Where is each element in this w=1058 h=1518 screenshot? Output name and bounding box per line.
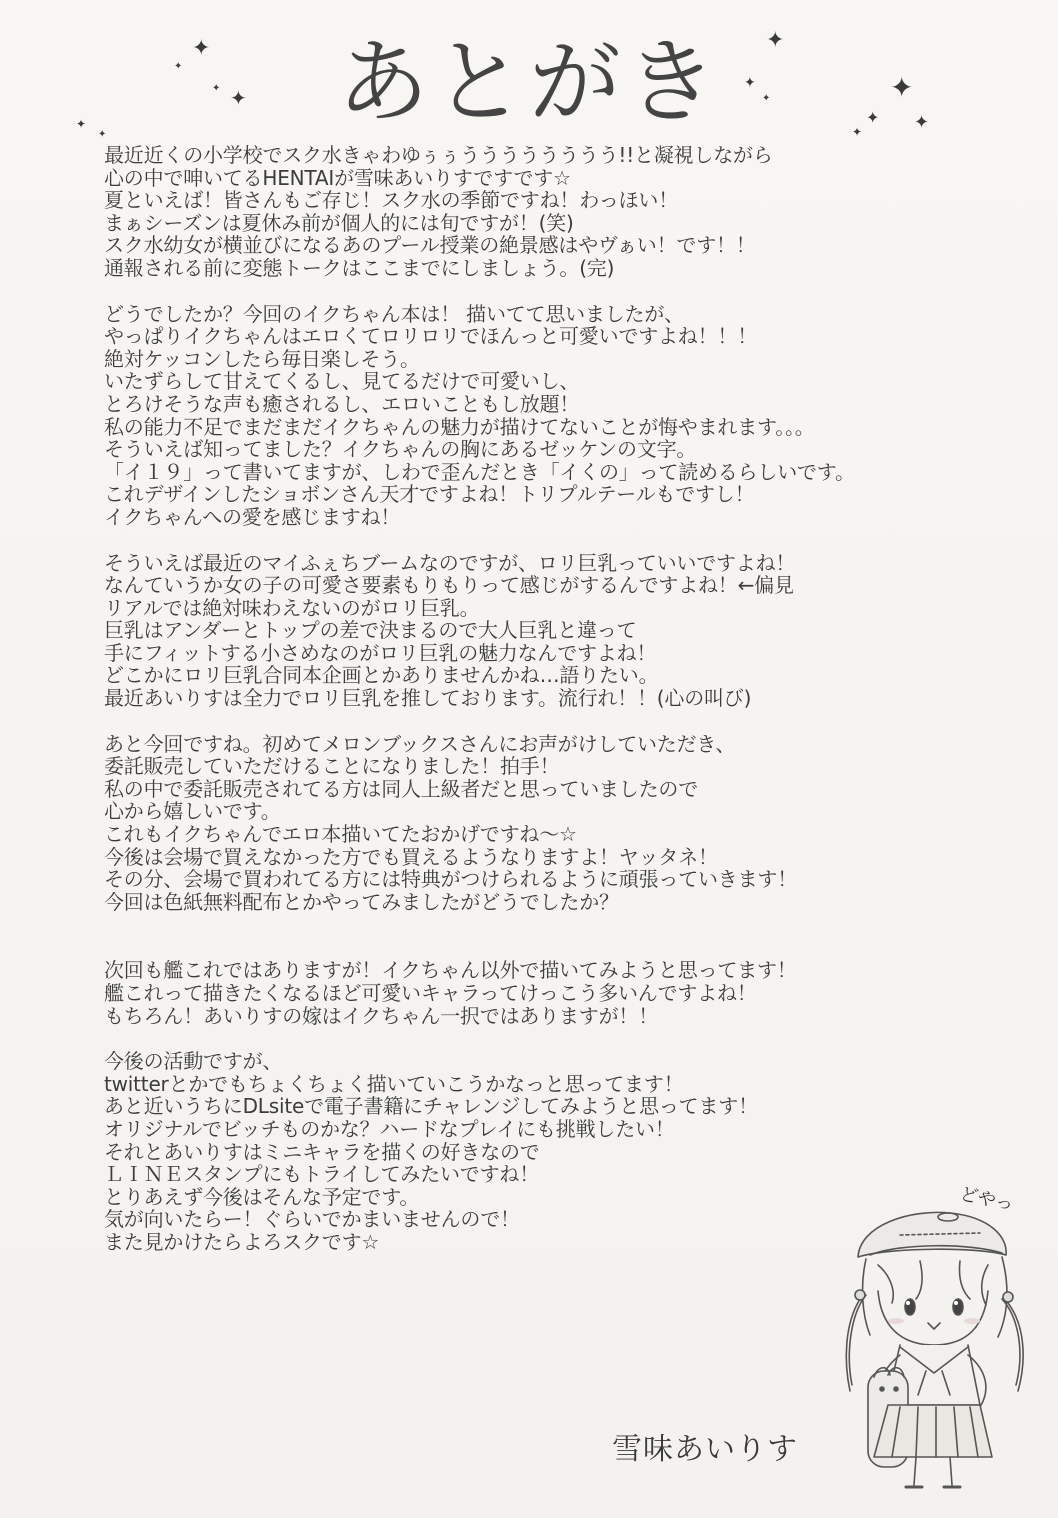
text-line: やっぱりイクちゃんはエロくてロリロリでほんっと可愛いですよね！！！ [104, 324, 757, 349]
text-line: そういえば知ってました？イクちゃんの胸にあるゼッケンの文字。 [104, 437, 697, 462]
text-line: 最近あいりすは全力でロリ巨乳を推しております。流行れ！！(心の叫び) [104, 686, 752, 711]
text-line: とりあえず今後はそんな予定です。 [104, 1184, 420, 1209]
text-line: 私の中で委託販売されてる方は同人上級者だと思っていましたので [104, 776, 698, 801]
sparkle-icon: ✦ [890, 71, 914, 104]
text-line: 最近近くの小学校でスク水きゃわゆぅぅうううううううう!!と凝視しながら [104, 143, 773, 167]
author-signature: 雪味あいりす [612, 1432, 798, 1467]
sparkle-icon: ✦ [174, 61, 183, 72]
text-line: 今回は色紙無料配布とかやってみましたがどうでしたか？ [104, 889, 619, 914]
text-line: 艦これって描きたくなるほど可愛いキャラってけっこう多いんですよね！ [104, 981, 757, 1005]
text-line: 次回も艦これではありますが！イクちゃん以外で描いてみようと思ってます！ [104, 958, 797, 983]
text-line: あと今回ですね。初めてメロンブックスさんにお声がけしていただき、 [104, 731, 736, 756]
text-line: また見かけたらよろスクです☆ [104, 1229, 380, 1254]
text-line: まぁシーズンは夏休み前が個人的には旬ですが！(笑) [104, 210, 574, 235]
text-line: そういえば最近のマイふぇちブームなのですが、ロリ巨乳っていいですよね！ [104, 550, 796, 575]
text-line: どうでしたか？今回のイクちゃん本は！ 描いてて思いましたが、 [104, 301, 684, 326]
text-line: オリジナルでビッチものかな？ハードなプレイにも挑戦したい！ [104, 1116, 675, 1141]
text-line: スク水幼女が横並びになるあのプール授業の絶景感はやヴぁい！です！！ [104, 233, 756, 258]
text-line: 今後は会場で買えなかった方でも買えるようなりますよ！ヤッタネ！ [104, 844, 718, 869]
text-line: 今後の活動ですが、 [104, 1049, 283, 1074]
sparkle-icon: ✦ [744, 75, 756, 91]
text-line: とろけそうな声も癒されるし、エロいこともし放題！ [104, 391, 580, 416]
text-line: twitterとかでもちょくちょく描いていこうかなっと思ってます！ [104, 1071, 684, 1096]
text-line: これもイクちゃんでエロ本描いてたおかげですね～☆ [104, 822, 577, 847]
sparkle-icon: ✦ [914, 112, 930, 133]
sparkle-icon: ✦ [230, 86, 247, 110]
sparkle-icon: ✦ [76, 117, 87, 131]
text-line: 夏といえば！皆さんもご存じ！スク水の季節ですね！わっほい！ [104, 188, 678, 213]
text-line: もちろん！あいりすの嫁はイクちゃん一択ではありますが！！ [104, 1003, 658, 1028]
sparkle-icon: ✦ [192, 36, 211, 61]
text-line: 巨乳はアンダーとトップの差で決まるので大人巨乳と違って [104, 618, 637, 643]
page-title: あとがき [336, 29, 721, 136]
text-line: どこかにロリ巨乳合同本企画とかありませんかね…語りたい。 [104, 663, 659, 688]
sparkle-icon: ✦ [866, 108, 880, 127]
afterword-body [104, 144, 984, 1254]
sparkle-icon: ✦ [766, 28, 785, 53]
text-line: 私の能力不足でまだまだイクちゃんの魅力が描けてないことが悔やまれます。。。 [104, 414, 815, 439]
text-line: これデザインしたショボンさん天才ですよね！トリプルテールもですし！ [104, 482, 755, 507]
sparkle-icon: ✦ [762, 93, 771, 104]
chibi-girl-illustration-icon [830, 1195, 1040, 1495]
text-line: イクちゃんへの愛を感じますね！ [104, 504, 401, 529]
text-line: ＬＩＮＥスタンプにもトライしてみたいですね！ [104, 1162, 539, 1187]
doya-sound-effect: どやっ [958, 1183, 1016, 1216]
text-line: 通報される前に変態トークはここまでにしましょう。(完) [104, 255, 615, 280]
sparkle-icon: ✦ [852, 125, 863, 139]
text-line: 手にフィットする小さめなのがロリ巨乳の魅力なんですよね！ [104, 640, 657, 665]
paragraph [104, 552, 984, 710]
paragraph [104, 959, 984, 1027]
text-line: 気が向いたらー！ぐらいでかまいませんので！ [104, 1207, 520, 1232]
sparkle-icon: ✦ [212, 83, 221, 94]
paragraph [104, 144, 984, 280]
paragraph [104, 303, 984, 529]
text-line: いたずらして甘えてくるし、見てるだけで可愛いし、 [104, 369, 580, 394]
sparkle-icon: ✦ [98, 129, 107, 140]
text-line: 心の中で呻いてるHENTAIが雪味あいりすですです☆ [104, 165, 571, 190]
text-line: 「イ１９」って書いてますが、しわで歪んだとき「イくの」って読めるらしいです。 [104, 459, 855, 484]
text-line: 絶対ケッコンしたら毎日楽しそう。 [104, 346, 420, 371]
text-line: それとあいりすはミニキャラを描くの好きなので [104, 1139, 540, 1164]
paragraph [104, 733, 984, 914]
text-line: 心から嬉しいです。 [104, 799, 281, 824]
text-line: その分、会場で買われてる方には特典がつけられるように頑張っていきます！ [104, 867, 797, 892]
text-line: 委託販売していただけることになりました！拍手！ [104, 754, 560, 779]
text-line: なんていうか女の子の可愛さ要素もりもりって感じがするんですよね！←偏見 [104, 573, 794, 598]
text-line: リアルでは絶対味わえないのがロリ巨乳。 [104, 595, 480, 620]
text-line: あと近いうちにDLsiteで電子書籍にチャレンジしてみようと思ってます！ [104, 1094, 758, 1119]
